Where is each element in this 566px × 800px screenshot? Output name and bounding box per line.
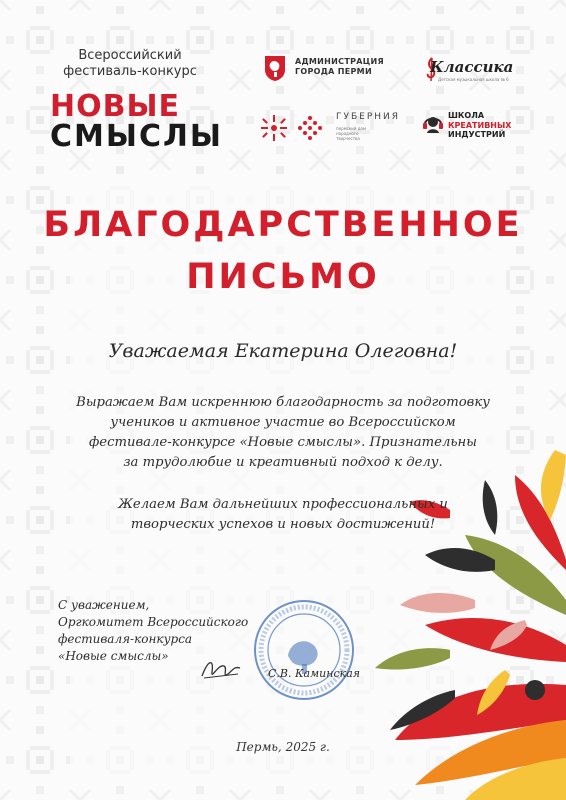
place-and-date: Пермь, 2025 г. (236, 740, 330, 754)
klassika-subtitle: Детская музыкальная школа № 6 (438, 77, 509, 82)
festival-caption-line: фестиваль-конкурс (63, 64, 197, 79)
gubernia-name: ГУБЕРНИЯ (336, 112, 401, 122)
gubernia-subtitle-line: творчества (336, 136, 360, 141)
partner-administration-logo (263, 52, 403, 86)
paragraph-line: за трудолюбие и креативный подход к делу. (123, 455, 443, 470)
festival-logo-line: НОВЫЕ (50, 89, 181, 124)
partner-school-logo (422, 108, 532, 148)
partner-gubernia-logo (258, 108, 408, 148)
school-line: КРЕАТИВНЫХ (448, 120, 512, 130)
klassika-name: Классика (430, 58, 514, 76)
administration-line: ГОРОДА ПЕРМИ (295, 67, 372, 76)
school-line: ШКОЛА (448, 111, 485, 120)
paragraph-line: Желаем Вам дальнейших профессиональных и (118, 497, 448, 512)
signer-name: С.В. Каминская (268, 667, 361, 680)
closing-block (58, 597, 278, 665)
closing-line: «Новые смыслы» (58, 649, 169, 663)
greeting: Уважаемая Екатерина Олеговна! (108, 340, 458, 362)
gubernia-ornament-icon (258, 112, 330, 144)
closing-line: Оргкомитет Всероссийского (58, 615, 249, 629)
paragraph-line: Выражаем Вам искреннюю благодарность за подготовку (76, 395, 490, 410)
festival-caption-line: Всероссийский (78, 48, 182, 63)
gubernia-subtitle-line: народного (336, 131, 359, 136)
headphones-person-icon (422, 112, 444, 134)
document-title: БЛАГОДАРСТВЕННОЕ (43, 205, 523, 245)
perm-coat-of-arms-icon (263, 54, 287, 82)
administration-line: АДМИНИСТРАЦИЯ (295, 57, 384, 66)
handwritten-signature (198, 654, 244, 684)
festival-logo-line: СМЫСЛЫ (50, 119, 223, 154)
closing-line: С уважением, (58, 598, 150, 612)
gubernia-subtitle-line: пермский дом (336, 126, 366, 131)
paragraph-line: творческих успехов и новых достижений! (130, 517, 436, 532)
official-stamp (252, 598, 356, 702)
festival-caption (40, 48, 220, 80)
gratitude-paragraph (60, 393, 506, 473)
festival-logo (50, 89, 223, 156)
paragraph-line: учеников и активное участие во Всероссийском (110, 415, 456, 430)
wishes-paragraph (60, 495, 506, 535)
school-line: ИНДУСТРИЙ (448, 130, 506, 139)
closing-line: фестиваля-конкурса (58, 632, 193, 646)
paragraph-line: фестивале-конкурсе «Новые смыслы». Признательны (88, 435, 477, 450)
document-title: ПИСЬМО (186, 257, 380, 297)
partner-klassika-logo (424, 56, 514, 86)
